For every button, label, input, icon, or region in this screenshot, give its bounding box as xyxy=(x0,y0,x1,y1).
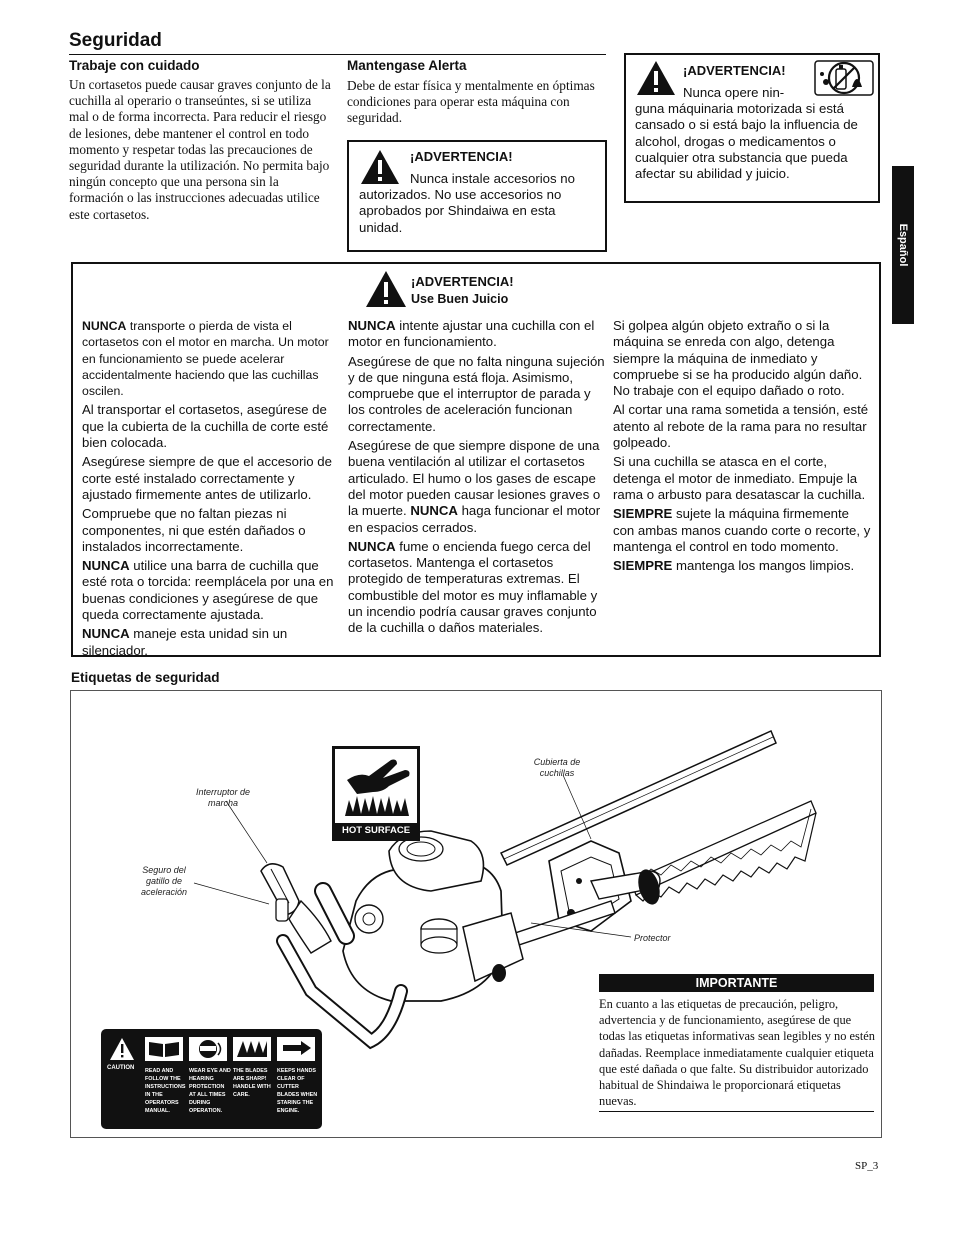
judgement-column-1 xyxy=(82,318,338,662)
warning-tired-title: ¡ADVERTENCIA! xyxy=(683,63,786,78)
alerta-text: Debe de estar física y mentalmente en óptimas condiciones para operar esta máquina con seguridad. xyxy=(347,78,595,126)
trabajo-text: Un cortasetos puede causar graves conjunto de la cuchilla al operario o transeúntes, si se utiliza mal o de forma incorrecta. Para reducir el riesgo de lesiones, debe mantener el control en todo momento y respetar todas las precauciones de seguridad durante la utilización. No permita bajo ningún concepto que una persona sin la formación o las instrucciones adecuadas utilice este cortasetos. xyxy=(69,77,331,222)
hand-heat-icon xyxy=(339,752,413,818)
alerta-heading: Mantengase Alerta xyxy=(347,58,467,73)
no-drugs-icon xyxy=(814,60,874,96)
page-title: Seguridad xyxy=(69,30,162,51)
warning-judgement-box xyxy=(71,262,881,657)
callout-interruptor: Interruptor de marcha xyxy=(195,787,251,808)
etiquetas-heading: Etiquetas de seguridad xyxy=(71,670,220,685)
warning-triangle-icon xyxy=(636,60,676,96)
warning-accessories-box xyxy=(347,140,607,252)
caution-decal xyxy=(101,1029,322,1129)
col3-para: Si una cuchilla se atasca en el corte, detenga el motor de inmediato. Empuje la rama o arbusto para desatascar la cuchilla. xyxy=(613,454,866,502)
warning-tired-rest: guna máquinaria motorizada si está cansado o si está bajo la influencia de alcohol, drogas o medicamentos o cualquier otra substancia que pueda afectar su abilidad y juicio. xyxy=(635,101,858,182)
warning-judgement-title: ¡ADVERTENCIA! xyxy=(411,274,514,289)
warning-tired-box xyxy=(624,53,880,203)
warning-triangle-icon xyxy=(365,270,407,308)
col1-para: Asegúrese siempre de que el accesorio de corte esté instalado correctamente y ajustado firmemente antes de utilizarlo. xyxy=(82,454,332,502)
col1-para: NUNCA transporte o pierda de vista el cortasetos con el motor en marcha. Un motor en funcionamiento se puede acelerar accidentalmente haciendo que las cuchillas oscilen. xyxy=(82,319,329,399)
callout-seguro: Seguro del gatillo de aceleración xyxy=(140,865,188,897)
caution-triangle-icon xyxy=(109,1037,135,1061)
importante-text: En cuanto a las etiquetas de precaución, peligro, advertencia y de funcionamiento, asegúrese de que todas las etiquetas informativas sean legibles y no estén dañadas. Reemplace inmediatamente cualquier etiqueta que esté dañada o que falte. Su distribuidor autorizado habitual de Shindaiwa le proporcionará etiquetas nuevas. xyxy=(599,997,875,1109)
hot-surface-label: HOT SURFACE xyxy=(335,823,417,838)
col2-para: NUNCA intente ajustar una cuchilla con el motor en funcionamiento. xyxy=(348,318,595,350)
language-tab-label: Español xyxy=(897,223,909,267)
page-number: SP_3 xyxy=(855,1160,879,1172)
col1-para: NUNCA maneje esta unidad sin un silenciador. xyxy=(82,626,288,658)
importante-title: IMPORTANTE xyxy=(599,974,874,992)
col3-para: SIEMPRE sujete la máquina firmemente con ambas manos cuando corte o recorte, y mantenga el control en todo momento. xyxy=(613,506,871,554)
judgement-column-2 xyxy=(348,318,606,640)
col1-para: NUNCA utilice una barra de cuchilla que esté rota o torcida: reemplácela por una en buenas condiciones y asegúrese de que queda correctamente ajustada. xyxy=(82,558,334,623)
col3-para: Al cortar una rama sometida a tensión, esté atento al rebote de la rama para no resultar golpeado. xyxy=(613,402,869,451)
eye-ear-protection-icon xyxy=(189,1037,227,1061)
keep-hands-clear-icon xyxy=(277,1037,315,1061)
etiquetas-figure-box xyxy=(70,690,882,1138)
trabajo-heading: Trabaje con cuidado xyxy=(69,58,200,73)
caution-item-1: READ AND FOLLOW THE INSTRUCTIONS IN THE OPERATORS MANUAL. xyxy=(145,1068,186,1114)
warning-triangle-icon xyxy=(360,149,400,185)
sharp-blade-icon xyxy=(233,1037,271,1061)
warning-accessories-first: Nunca instale accesorios no xyxy=(410,171,575,186)
callout-cubierta: Cubierta de cuchillas xyxy=(533,757,581,778)
hot-surface-decal xyxy=(332,746,420,841)
caution-text: CAUTION xyxy=(107,1065,135,1071)
title-rule xyxy=(69,54,606,55)
warning-judgement-subtitle: Use Buen Juicio xyxy=(411,292,509,306)
judgement-column-3 xyxy=(613,318,871,577)
col2-para: NUNCA fume o encienda fuego cerca del cortasetos. Mantenga el cortasetos protegido de temperaturas extremas. El combustible del motor es muy inflamable y un incendio podría causar graves conjunto de la cuchilla o daños materiales. xyxy=(348,538,598,636)
warning-tired-first: Nunca opere nin- xyxy=(683,85,785,100)
col1-para: Al transportar el cortasetos, asegúrese de que la cubierta de la cuchilla de corte esté bien colocada. xyxy=(82,402,329,451)
col2-para: Asegúrese de que siempre dispone de una buena ventilación al utilizar el cortasetos articulado. El humo o los gases de escape del motor pueden causar lesiones graves o la muerte. NUNCA haga funcionar el motor en espacios cerrados. xyxy=(348,438,601,535)
callout-protector: Protector xyxy=(634,933,671,943)
col3-para: Si golpea algún objeto extraño o si la máquina se enreda con algo, detenga siempre la máquina de inmediato y compruebe si se ha producido algún daño. No trabaje con el equipo dañado o roto. xyxy=(613,318,863,399)
col2-para: Asegúrese de que no falta ninguna sujeción y de que ninguna está floja. Asimismo, compruebe que el interruptor de parada y los controles de aceleración funcionan correctamente. xyxy=(348,353,605,434)
book-icon xyxy=(145,1037,183,1061)
caution-item-4: KEEPS HANDS CLEAR OF CUTTER BLADES WHEN STARING THE ENGINE. xyxy=(277,1068,318,1114)
warning-accessories-title: ¡ADVERTENCIA! xyxy=(410,149,513,164)
caution-item-3: THE BLADES ARE SHARP! HANDLE WITH CARE. xyxy=(233,1068,271,1098)
col3-para: SIEMPRE mantenga los mangos limpios. xyxy=(613,558,855,574)
col1-para: Compruebe que no faltan piezas ni componentes, ni que estén dañados o instalados incorrectamente. xyxy=(82,506,306,554)
importante-rule xyxy=(599,1111,874,1112)
warning-accessories-rest: autorizados. No use accesorios no aprobados por Shindaiwa en esta unidad. xyxy=(359,187,562,235)
language-tab xyxy=(892,166,914,324)
caution-item-2: WEAR EYE AND HEARING PROTECTION AT ALL TIMES DURING OPERATION. xyxy=(189,1068,231,1114)
